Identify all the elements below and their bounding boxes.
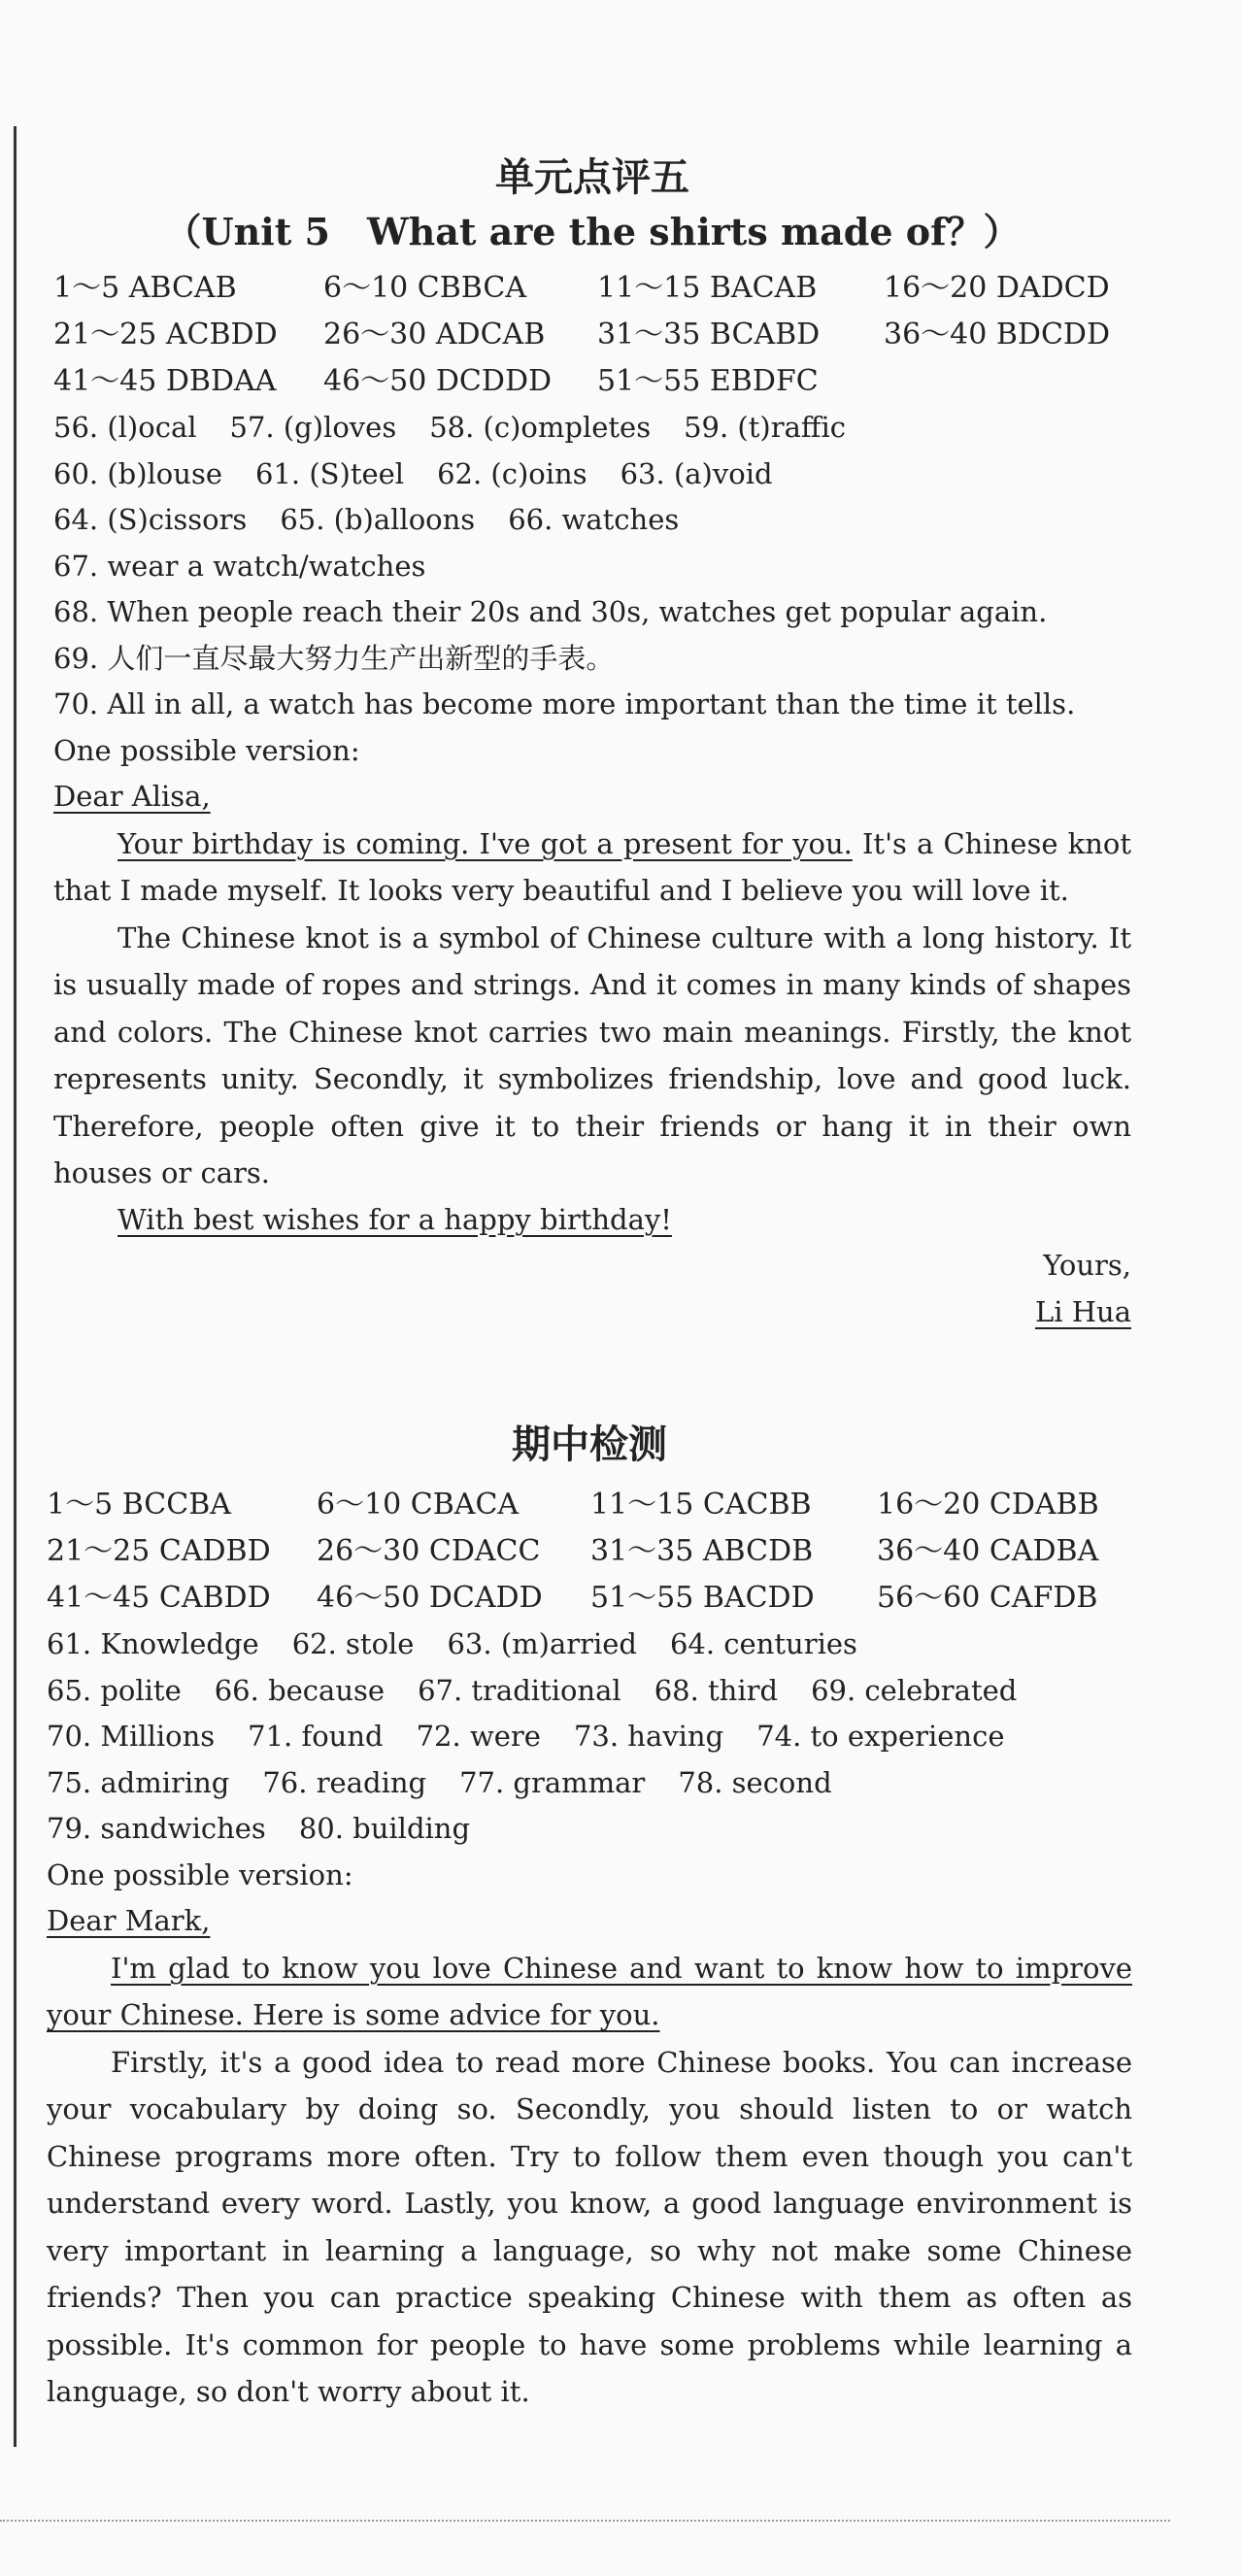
answer-row bbox=[53, 312, 1131, 358]
answer-row bbox=[47, 1482, 1132, 1528]
answer-group: 41～45 CABDD bbox=[47, 1581, 271, 1615]
answer-group: 26～30 CDACC bbox=[317, 1534, 541, 1568]
answer-item: 79. sandwiches bbox=[47, 1812, 266, 1845]
answer-item: 61. (S)teel bbox=[255, 456, 405, 490]
answer-group: 21～25 CADBD bbox=[47, 1534, 271, 1568]
version-label: One possible version: bbox=[47, 1857, 353, 1891]
items-70-74 bbox=[47, 1714, 1132, 1760]
letter-paragraph-text: It's a Chinese knot that I made myself. It looks very beautiful and I believe you will love it. bbox=[53, 826, 1131, 907]
answer-item: 64. centuries bbox=[669, 1627, 857, 1660]
answer-item: 78. second bbox=[678, 1765, 832, 1799]
answer-item: 58. (c)ompletes bbox=[429, 411, 652, 444]
answer-group: 6～10 CBACA bbox=[317, 1488, 520, 1522]
answer-group: 31～35 BCABD bbox=[597, 318, 821, 351]
answer-group: 6～10 CBBCA bbox=[323, 271, 527, 305]
answer-item: 69. celebrated bbox=[811, 1673, 1018, 1707]
answer-item: 64. (S)cissors bbox=[53, 503, 248, 536]
answer-item: 62. stole bbox=[291, 1627, 415, 1660]
answer-item: 75. admiring bbox=[47, 1765, 230, 1799]
answer-item: 72. were bbox=[416, 1720, 541, 1753]
version-label: One possible version: bbox=[53, 733, 360, 767]
answer-group: 21～25 ACBDD bbox=[53, 318, 278, 351]
answer-item: 68. third bbox=[654, 1673, 779, 1707]
answer-item: 70. Millions bbox=[47, 1720, 216, 1753]
answer-row bbox=[53, 265, 1131, 312]
answer-item: 73. having bbox=[573, 1720, 724, 1753]
letter-paragraph bbox=[47, 1945, 1132, 2039]
answer-group: 36～40 BDCDD bbox=[884, 318, 1111, 351]
midterm-title: 期中检测 bbox=[512, 1422, 667, 1467]
item-67: 67. wear a watch/watches bbox=[53, 549, 426, 583]
unit-review-section bbox=[53, 151, 1131, 1335]
answer-group: 46～50 DCDDD bbox=[323, 364, 553, 398]
answer-item: 74. to experience bbox=[756, 1720, 1005, 1753]
items-79-80 bbox=[47, 1806, 1132, 1853]
answer-row bbox=[53, 358, 1131, 405]
unit-review-title: 单元点评五 bbox=[495, 155, 689, 200]
answer-group: 26～30 ADCAB bbox=[323, 318, 546, 351]
answer-group: 51～55 BACDD bbox=[590, 1581, 815, 1615]
left-margin-rule bbox=[14, 126, 17, 2447]
answer-item: 71. found bbox=[248, 1720, 384, 1753]
item-69: 69. 人们一直尽最大努力生产出新型的手表。 bbox=[53, 641, 615, 675]
answer-group: 41～45 DBDAA bbox=[53, 364, 277, 398]
answer-group: 51～55 EBDFC bbox=[597, 364, 819, 398]
answer-group: 16～20 DADCD bbox=[884, 271, 1110, 305]
answer-item: 77. grammar bbox=[459, 1765, 646, 1799]
items-61-64 bbox=[47, 1622, 1132, 1668]
answer-item: 76. reading bbox=[262, 1765, 427, 1799]
letter-closing-line: With best wishes for a happy birthday! bbox=[117, 1202, 672, 1236]
answer-item: 63. (a)void bbox=[620, 456, 773, 490]
letter-paragraph: Firstly, it's a good idea to read more Chinese books. You can increase your vocabulary by doing so. Secondly, you should listen to or watch Chinese programs more often. Try to follow them even though you can't understand every word. Lastly, you know, a good language environment is very important in learning a language, so why not make some Chinese friends? Then you can practice speaking Chinese with them as often as possible. It's common for people to have some problems while learning a language, so don't worry about it. bbox=[47, 2045, 1132, 2408]
item-68: 68. When people reach their 20s and 30s, watches get popular again. bbox=[53, 595, 1048, 628]
bottom-dotted-divider bbox=[0, 2520, 1170, 2522]
answer-group: 16～20 CDABB bbox=[877, 1488, 1099, 1522]
answer-item: 80. building bbox=[298, 1812, 471, 1845]
items-60-63 bbox=[53, 452, 1131, 498]
answer-group: 31～35 ABCDB bbox=[590, 1534, 814, 1568]
letter-paragraph bbox=[53, 820, 1131, 915]
answer-item: 59. (t)raffic bbox=[684, 411, 846, 444]
letter-salutation: Dear Mark, bbox=[47, 1904, 211, 1937]
answer-group: 11～15 BACAB bbox=[597, 271, 818, 305]
answer-item: 60. (b)louse bbox=[53, 456, 222, 490]
answer-item: 66. because bbox=[214, 1673, 386, 1707]
letter-signoff: Yours, bbox=[1043, 1249, 1131, 1282]
answer-group: 46～50 DCADD bbox=[317, 1581, 543, 1615]
items-56-59 bbox=[53, 405, 1131, 452]
answer-item: 67. traditional bbox=[418, 1673, 621, 1707]
letter-paragraph: The Chinese knot is a symbol of Chinese culture with a long history. It is usually made of ropes and strings. And it comes in many kinds of shapes and colors. The Chinese knot carries two main meanings. Firstly, the knot represents unity. Secondly, it symbolizes friendship, love and good luck. Therefore, people often give it to their friends or hang it in their own houses or cars. bbox=[53, 920, 1131, 1189]
items-65-69 bbox=[47, 1668, 1132, 1715]
answer-item: 65. polite bbox=[47, 1673, 182, 1707]
answer-item: 63. (m)arried bbox=[447, 1627, 637, 1660]
answer-row bbox=[47, 1528, 1132, 1575]
letter-salutation: Dear Alisa, bbox=[53, 780, 211, 813]
answer-group: 1～5 ABCAB bbox=[53, 271, 237, 305]
letter-opening-underlined: I'm glad to know you love Chinese and want to know how to improve your Chinese. Here is some advice for you. bbox=[47, 1951, 1132, 2031]
answer-item: 57. (g)loves bbox=[229, 411, 397, 444]
items-75-78 bbox=[47, 1760, 1132, 1807]
answer-item: 62. (c)oins bbox=[437, 456, 587, 490]
answer-item: 56. (l)ocal bbox=[53, 411, 197, 444]
midterm-section bbox=[47, 1418, 1132, 2416]
answer-group: 56～60 CAFDB bbox=[877, 1581, 1098, 1615]
answer-item: 65. (b)alloons bbox=[280, 503, 476, 536]
item-70: 70. All in all, a watch has become more important than the time it tells. bbox=[53, 687, 1076, 720]
answer-group: 1～5 BCCBA bbox=[47, 1488, 231, 1522]
answer-group: 11～15 CACBB bbox=[590, 1488, 812, 1522]
answer-row bbox=[47, 1575, 1132, 1622]
answer-item: 61. Knowledge bbox=[47, 1627, 259, 1660]
letter-opening-underlined: Your birthday is coming. I've got a present for you. bbox=[117, 826, 853, 860]
answer-item: 66. watches bbox=[508, 503, 680, 536]
letter-signature: Li Hua bbox=[1034, 1294, 1131, 1328]
unit-review-subtitle: （Unit 5 What are the shirts made of？） bbox=[164, 210, 1021, 253]
answer-group: 36～40 CADBA bbox=[877, 1534, 1099, 1568]
items-64-66 bbox=[53, 497, 1131, 544]
